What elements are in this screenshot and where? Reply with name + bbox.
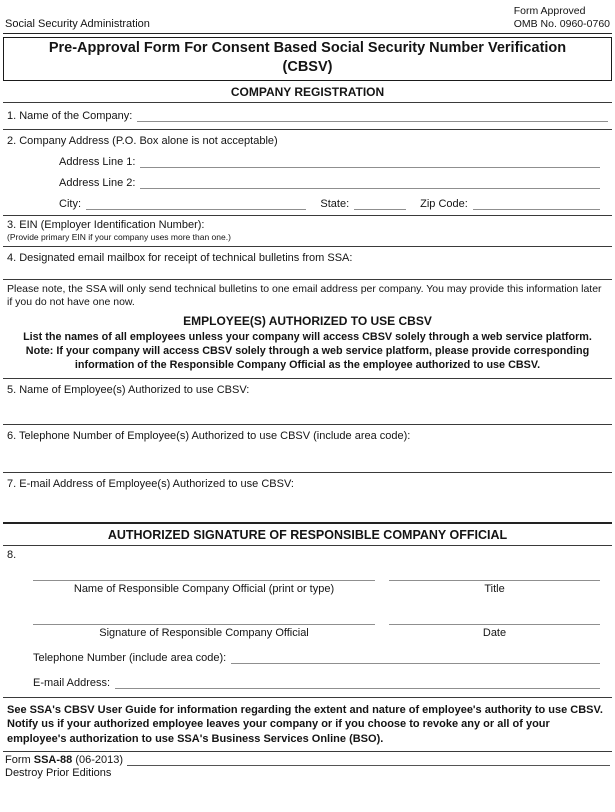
ein-label: 3. EIN (Employer Identification Number): <box>7 218 205 231</box>
official-name-caption: Name of Responsible Company Official (print or type) <box>73 582 335 595</box>
footer-form-word: Form <box>5 754 34 767</box>
address-line1-label: Address Line 1: <box>59 155 136 168</box>
employees-instructions: List the names of all employees unless your company will access CBSV solely through a web service platform. Note: If your company will access CBSV solely through a web service platform, please provide corresponding information of the Responsible Company Official as the employee authorized to use CBSV. <box>23 330 592 371</box>
form-title <box>3 37 612 81</box>
form-title-line1: Pre-Approval Form For Consent Based Social Security Number Verification <box>48 40 567 57</box>
company-name-input[interactable] <box>137 109 608 122</box>
bulletin-note: Please note, the SSA will only send technical bulletins to one email address per company. You may provide this information later if you do not have one now. <box>7 282 602 309</box>
field-official-signature <box>33 611 375 639</box>
field-employee-names <box>3 379 612 424</box>
employee-phones-write-area[interactable] <box>7 442 608 472</box>
signature-date-input[interactable] <box>389 611 600 625</box>
address-line2-label: Address Line 2: <box>59 176 136 189</box>
official-signature-input[interactable] <box>33 611 375 625</box>
signature-date-caption: Date <box>482 626 507 639</box>
agency-name: Social Security Administration <box>5 18 150 31</box>
section-employees-heading: EMPLOYEE(S) AUTHORIZED TO USE CBSV <box>183 313 432 328</box>
field-ein <box>3 216 612 246</box>
field-address-line-2 <box>59 176 600 189</box>
field-city-state-zip <box>59 197 600 210</box>
closing-note: See SSA's CBSV User Guide for information regarding the extent and nature of employee's authority to use CBSV. Notify us if your authorized employee leaves your company or if you choose to revoke any or all of your employee's authorization to use SSA's Business Services Online (BSO). <box>7 703 603 745</box>
official-title-caption: Title <box>484 582 505 595</box>
city-label: City: <box>59 197 81 210</box>
field-official-email <box>33 676 600 689</box>
address-line2-input[interactable] <box>140 176 600 189</box>
section-signature-heading: AUTHORIZED SIGNATURE OF RESPONSIBLE COMPANY OFFICIAL <box>107 527 508 542</box>
form-header <box>3 5 612 34</box>
email-mailbox-write-area[interactable] <box>7 264 608 279</box>
footer-form-id <box>3 752 612 766</box>
footer-rule <box>127 754 610 766</box>
email-mailbox-label: 4. Designated email mailbox for receipt of technical bulletins from SSA: <box>7 251 353 264</box>
signature-row-signature-date <box>33 611 600 639</box>
footer-destroy-note: Destroy Prior Editions <box>5 767 112 780</box>
field-address-line-1 <box>59 155 600 168</box>
official-phone-input[interactable] <box>231 651 600 664</box>
field-signature-date <box>389 611 600 639</box>
official-email-input[interactable] <box>115 676 600 689</box>
field-email-mailbox <box>3 247 612 279</box>
section-company-registration-heading: COMPANY REGISTRATION <box>230 84 385 99</box>
item-8-number: 8. <box>7 548 17 561</box>
employee-phones-label: 6. Telephone Number of Employee(s) Authorized to use CBSV (include area code): <box>7 429 411 442</box>
company-address-label: 2. Company Address (P.O. Box alone is not acceptable) <box>7 134 278 147</box>
official-signature-caption: Signature of Responsible Company Official <box>99 626 309 639</box>
form-title-line2: (CBSV) <box>282 59 333 76</box>
footer-form-edition: (06-2013) <box>72 754 124 767</box>
zip-label: Zip Code: <box>420 197 468 210</box>
form-approval-block <box>514 5 610 31</box>
company-name-label: 1. Name of the Company: <box>7 109 133 122</box>
field-official-name <box>33 567 375 595</box>
field-employee-emails <box>3 473 612 522</box>
field-official-phone <box>33 651 600 664</box>
official-title-input[interactable] <box>389 567 600 581</box>
employee-emails-write-area[interactable] <box>7 490 608 522</box>
zip-input[interactable] <box>473 197 600 210</box>
address-line1-input[interactable] <box>140 155 600 168</box>
field-employee-phones <box>3 425 612 472</box>
employee-emails-label: 7. E-mail Address of Employee(s) Authorized to use CBSV: <box>7 477 294 490</box>
state-input[interactable] <box>354 197 406 210</box>
state-label: State: <box>320 197 350 210</box>
field-official-title <box>389 567 600 595</box>
ein-note: (Provide primary EIN if your company uses more than one.) <box>7 231 231 242</box>
omb-number: OMB No. 0960-0760 <box>513 18 610 31</box>
signature-row-name-title <box>33 567 600 595</box>
employee-names-write-area[interactable] <box>7 396 608 424</box>
field-company-address <box>3 130 612 215</box>
footer-form-number: SSA-88 <box>33 754 73 767</box>
city-input[interactable] <box>86 197 306 210</box>
field-company-name <box>3 103 612 129</box>
official-phone-label: Telephone Number (include area code): <box>33 651 227 664</box>
form-approved-text: Form Approved <box>513 5 586 17</box>
employee-names-label: 5. Name of Employee(s) Authorized to use CBSV: <box>7 383 250 396</box>
official-name-input[interactable] <box>33 567 375 581</box>
official-email-label: E-mail Address: <box>33 676 111 689</box>
